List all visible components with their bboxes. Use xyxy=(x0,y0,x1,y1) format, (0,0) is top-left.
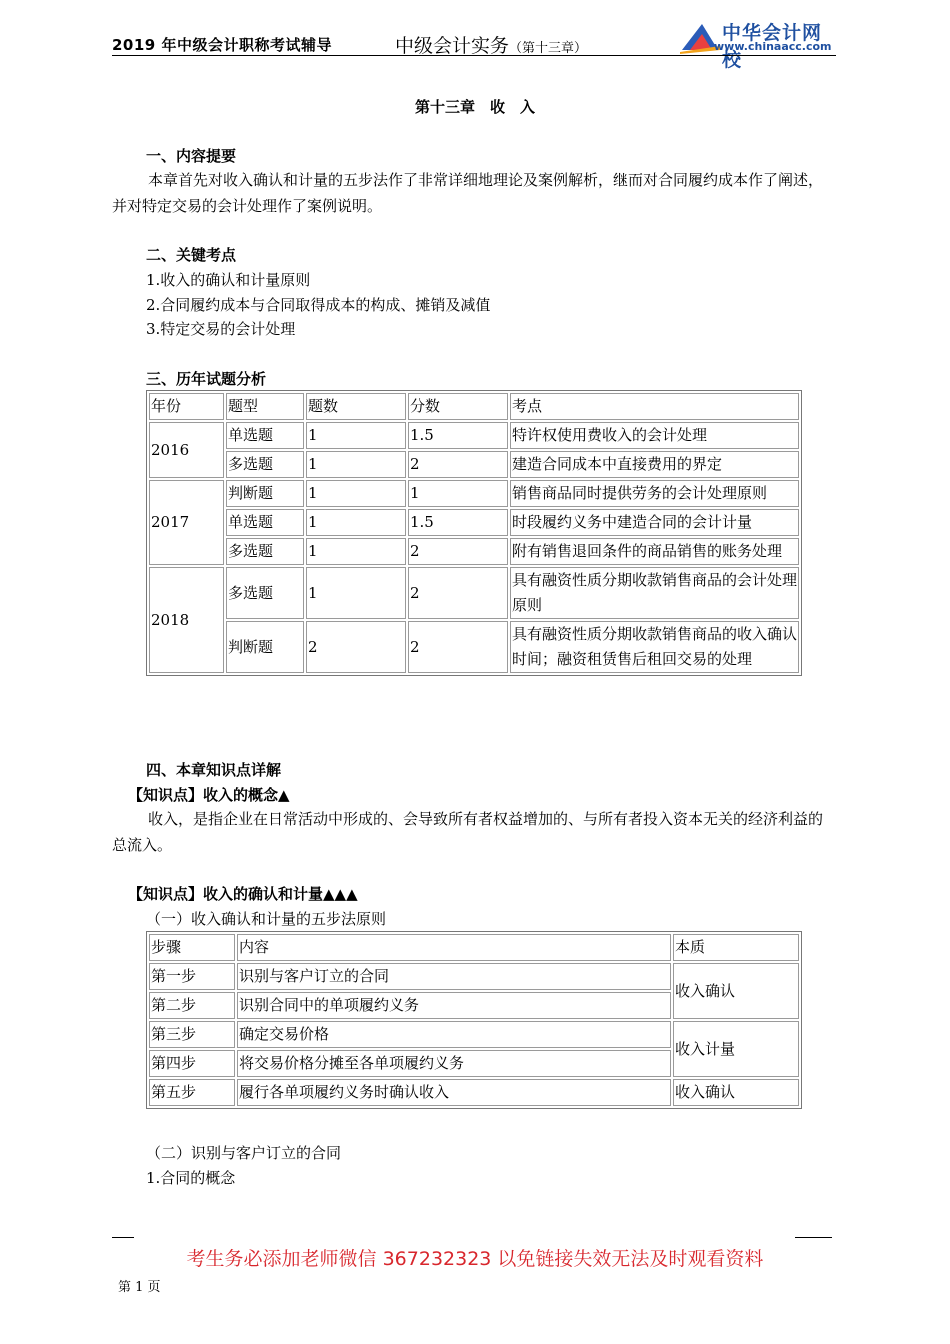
count-cell: 1 xyxy=(306,451,406,478)
col-header-score: 分数 xyxy=(408,393,508,420)
count-cell: 1 xyxy=(306,509,406,536)
count-cell: 1 xyxy=(306,480,406,507)
content-cell: 将交易价格分摊至各单项履约义务 xyxy=(237,1050,671,1077)
score-cell: 1.5 xyxy=(408,509,508,536)
col-header-point: 考点 xyxy=(510,393,799,420)
count-cell: 1 xyxy=(306,567,406,619)
col-header-type: 题型 xyxy=(226,393,304,420)
table-row xyxy=(149,1079,799,1106)
chapter-title: 第十三章 收 入 xyxy=(414,98,535,116)
footer-rule-right xyxy=(795,1237,832,1238)
type-cell: 单选题 xyxy=(226,422,304,449)
table-row xyxy=(149,621,799,673)
subsection-2-title: （二）识别与客户订立的合同 xyxy=(146,1144,342,1162)
table-header-row xyxy=(149,934,799,961)
step-cell: 第二步 xyxy=(149,992,235,1019)
type-cell: 判断题 xyxy=(226,480,304,507)
header-series-title: 2019 年中级会计职称考试辅导 xyxy=(112,36,332,54)
header-subject-main: 中级会计实务 xyxy=(395,35,510,57)
subsection-2-item: 1.合同的概念 xyxy=(146,1169,236,1187)
key-point-item: 1.收入的确认和计量原则 xyxy=(146,271,311,289)
table-row xyxy=(149,480,799,507)
step-cell: 第一步 xyxy=(149,963,235,990)
footer-rule-left xyxy=(112,1237,134,1238)
col-header-year: 年份 xyxy=(149,393,224,420)
score-cell: 2 xyxy=(408,567,508,619)
type-cell: 判断题 xyxy=(226,621,304,673)
section-1-heading: 一、内容提要 xyxy=(146,147,237,165)
table-row xyxy=(149,567,799,619)
section-4-heading: 四、本章知识点详解 xyxy=(146,761,282,779)
nature-cell: 收入计量 xyxy=(673,1021,799,1077)
content-cell: 履行各单项履约义务时确认收入 xyxy=(237,1079,671,1106)
wechat-notice: 考生务必添加老师微信 367232323 以免链接失效无法及时观看资料 xyxy=(186,1248,764,1270)
col-header-nature: 本质 xyxy=(673,934,799,961)
score-cell: 1.5 xyxy=(408,422,508,449)
table-row xyxy=(149,422,799,449)
header-subject xyxy=(395,31,587,58)
count-cell: 2 xyxy=(306,621,406,673)
col-header-step: 步骤 xyxy=(149,934,235,961)
type-cell: 多选题 xyxy=(226,451,304,478)
year-cell: 2018 xyxy=(149,567,224,673)
score-cell: 2 xyxy=(408,538,508,565)
nature-cell: 收入确认 xyxy=(673,963,799,1019)
key-point-item: 3.特定交易的会计处理 xyxy=(146,320,296,338)
table-row xyxy=(149,509,799,536)
table-header-row xyxy=(149,393,799,420)
score-cell: 1 xyxy=(408,480,508,507)
score-cell: 2 xyxy=(408,621,508,673)
key-point-item: 2.合同履约成本与合同取得成本的构成、摊销及减值 xyxy=(146,296,491,314)
content-cell: 确定交易价格 xyxy=(237,1021,671,1048)
content-cell: 识别合同中的单项履约义务 xyxy=(237,992,671,1019)
point-cell: 具有融资性质分期收款销售商品的收入确认时间；融资租赁售后租回交易的处理 xyxy=(510,621,799,673)
col-header-content: 内容 xyxy=(237,934,671,961)
col-header-count: 题数 xyxy=(306,393,406,420)
page-number: 第 1 页 xyxy=(118,1280,161,1295)
year-cell: 2016 xyxy=(149,422,224,478)
year-cell: 2017 xyxy=(149,480,224,565)
point-cell: 时段履约义务中建造合同的会计计量 xyxy=(510,509,799,536)
five-step-table xyxy=(146,931,802,1109)
point-cell: 附有销售退回条件的商品销售的账务处理 xyxy=(510,538,799,565)
step-cell: 第四步 xyxy=(149,1050,235,1077)
header-divider xyxy=(112,55,836,56)
nature-cell: 收入确认 xyxy=(673,1079,799,1106)
step-cell: 第三步 xyxy=(149,1021,235,1048)
subsection-1-title: （一）收入确认和计量的五步法原则 xyxy=(146,910,387,928)
score-cell: 2 xyxy=(408,451,508,478)
count-cell: 1 xyxy=(306,538,406,565)
type-cell: 多选题 xyxy=(226,538,304,565)
type-cell: 多选题 xyxy=(226,567,304,619)
count-cell: 1 xyxy=(306,422,406,449)
knowledge-point-1-body: 收入，是指企业在日常活动中形成的、会导致所有者权益增加的、与所有者投入资本无关的经济利益的总流入。 xyxy=(112,810,824,854)
section-3-heading: 三、历年试题分析 xyxy=(146,370,267,388)
point-cell: 特许权使用费收入的会计处理 xyxy=(510,422,799,449)
section-1-body: 本章首先对收入确认和计量的五步法作了非常详细地理论及案例解析，继而对合同履约成本作了阐述，并对特定交易的会计处理作了案例说明。 xyxy=(112,171,824,215)
table-row xyxy=(149,538,799,565)
knowledge-point-1-title: 【知识点】收入的概念▲ xyxy=(128,786,290,804)
content-cell: 识别与客户订立的合同 xyxy=(237,963,671,990)
knowledge-point-2-title: 【知识点】收入的确认和计量▲▲▲ xyxy=(128,885,358,903)
logo-name: 中华会计网校 xyxy=(722,22,823,71)
site-logo xyxy=(680,16,840,71)
section-2-heading: 二、关键考点 xyxy=(146,246,237,264)
table-row xyxy=(149,963,799,990)
table-row xyxy=(149,451,799,478)
exam-analysis-table xyxy=(146,390,802,676)
table-row xyxy=(149,1021,799,1048)
header-subject-chapter: （第十三章） xyxy=(509,41,588,56)
logo-url: www.chinaacc.com xyxy=(714,40,832,53)
step-cell: 第五步 xyxy=(149,1079,235,1106)
point-cell: 建造合同成本中直接费用的界定 xyxy=(510,451,799,478)
type-cell: 单选题 xyxy=(226,509,304,536)
point-cell: 具有融资性质分期收款销售商品的会计处理原则 xyxy=(510,567,799,619)
point-cell: 销售商品同时提供劳务的会计处理原则 xyxy=(510,480,799,507)
